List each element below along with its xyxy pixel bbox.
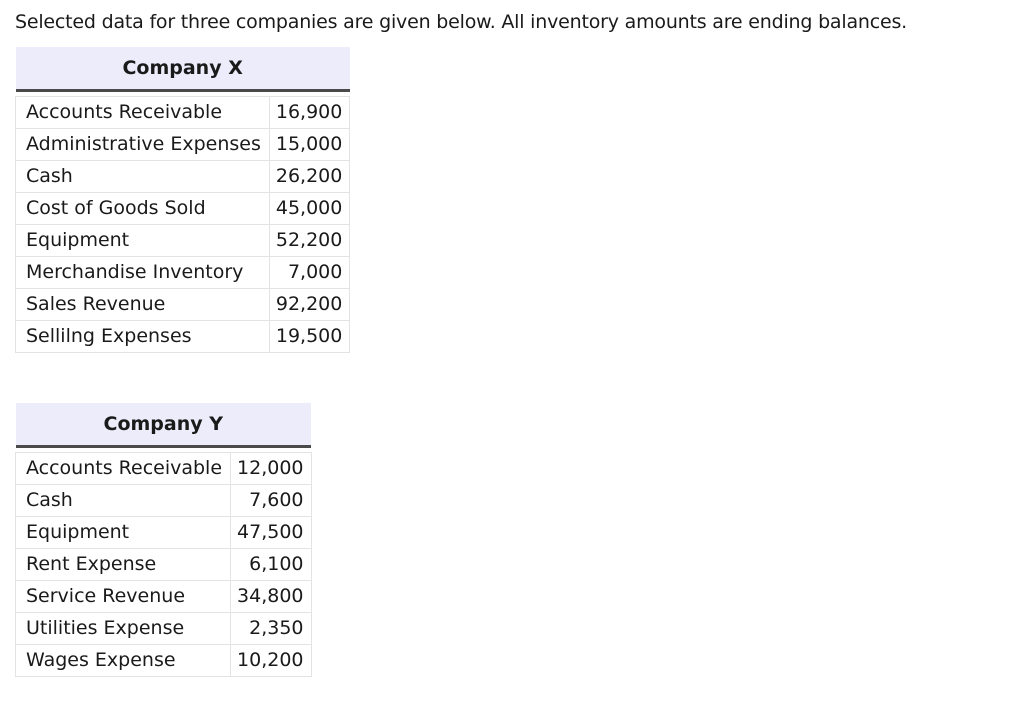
- table-row: [16, 645, 312, 677]
- table-row: [16, 485, 312, 517]
- table-row: [16, 453, 312, 485]
- row-amount: 34,800: [231, 581, 311, 613]
- row-label: Cash: [16, 161, 270, 193]
- row-label: Equipment: [16, 517, 231, 549]
- row-label: Rent Expense: [16, 549, 231, 581]
- row-amount: 7,600: [231, 485, 311, 517]
- row-label: Sellilng Expenses: [16, 321, 270, 353]
- row-label: Merchandise Inventory: [16, 257, 270, 289]
- row-amount: 7,000: [269, 257, 349, 289]
- row-label: Utilities Expense: [16, 613, 231, 645]
- table-row: [16, 257, 350, 289]
- row-amount: 92,200: [269, 289, 349, 321]
- row-amount: 26,200: [269, 161, 349, 193]
- row-amount: 6,100: [231, 549, 311, 581]
- table-row: [16, 321, 350, 353]
- table-row: [16, 225, 350, 257]
- row-amount: 15,000: [269, 129, 349, 161]
- row-amount: 16,900: [269, 97, 349, 129]
- row-label: Cost of Goods Sold: [16, 193, 270, 225]
- row-amount: 45,000: [269, 193, 349, 225]
- table-row: [16, 581, 312, 613]
- row-amount: 12,000: [231, 453, 311, 485]
- company-y-table: [15, 403, 312, 677]
- table-row: [16, 161, 350, 193]
- row-amount: 47,500: [231, 517, 311, 549]
- row-amount: 52,200: [269, 225, 349, 257]
- row-label: Wages Expense: [16, 645, 231, 677]
- table-row: [16, 517, 312, 549]
- row-label: Accounts Receivable: [16, 97, 270, 129]
- company-y-title: Company Y: [16, 403, 312, 447]
- table-row: [16, 549, 312, 581]
- row-amount: 10,200: [231, 645, 311, 677]
- table-row: [16, 193, 350, 225]
- table-row: [16, 289, 350, 321]
- row-label: Accounts Receivable: [16, 453, 231, 485]
- row-label: Administrative Expenses: [16, 129, 270, 161]
- row-amount: 2,350: [231, 613, 311, 645]
- row-label: Equipment: [16, 225, 270, 257]
- company-x-table: [15, 47, 350, 353]
- table-row: [16, 97, 350, 129]
- table-row: [16, 129, 350, 161]
- row-label: Sales Revenue: [16, 289, 270, 321]
- row-label: Cash: [16, 485, 231, 517]
- row-amount: 19,500: [269, 321, 349, 353]
- table-row: [16, 613, 312, 645]
- row-label: Service Revenue: [16, 581, 231, 613]
- intro-text: Selected data for three companies are given below. All inventory amounts are ending balances.: [15, 11, 908, 33]
- company-x-title: Company X: [16, 47, 350, 91]
